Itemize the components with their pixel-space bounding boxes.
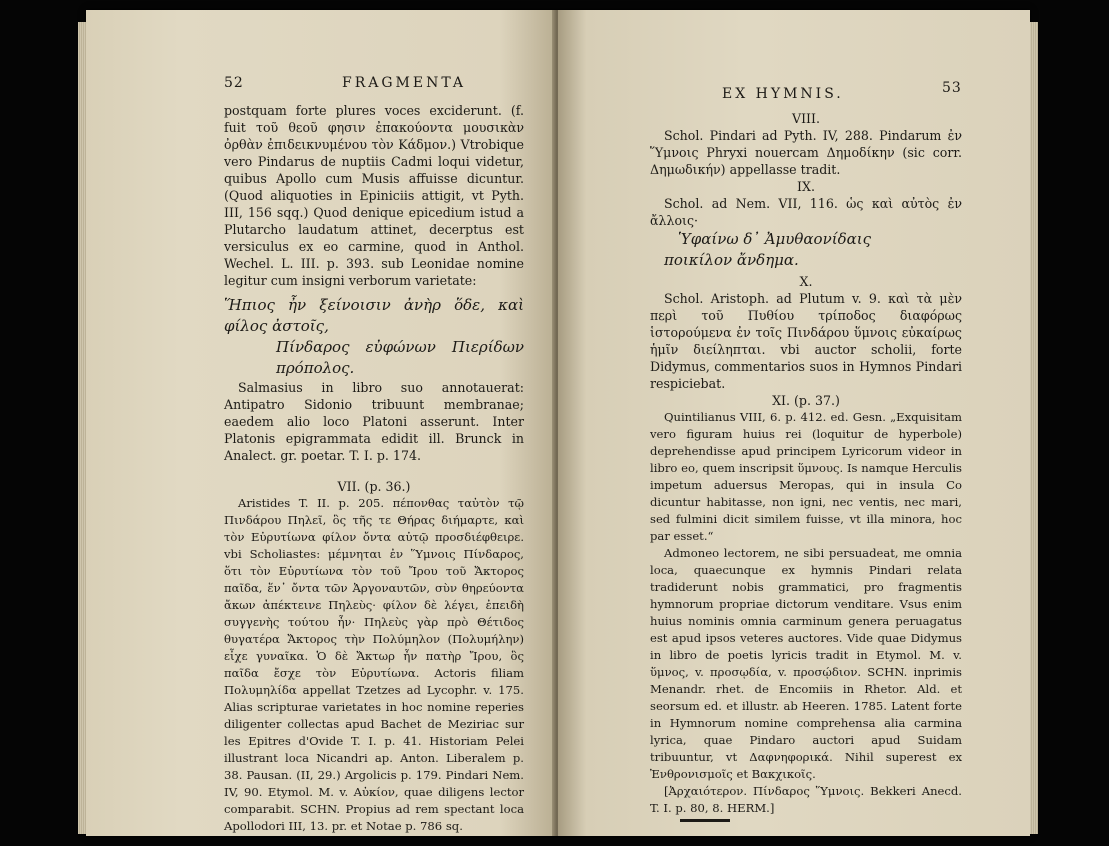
section-ix-verse-2: ποικίλον ἄνδημα. <box>664 251 799 269</box>
left-paragraph-1: postquam forte plures voces exciderunt. (f. fuit τοῦ θεοῦ φησιν ἐπακούοντα μουσικὰν ὀρθὰν ἐπιδεικνυμένου τὸν Κάδμον.) Vtrobique vero Pindarus de nuptiis Cadmi loqui videtur, quibus Apollo cum Musis affuisse dicuntur. (Quod aliquoties in Epiniciis attigit, vt Pyth. III, 156 sqq.) Quod denique epicedium istud a Plutarcho laudatum attinet, decerptus est versiculus ex eo carmine, quod in Anthol. Wechel. L. III. p. 393. sub Leonidae nomine legitur cum insigni verborum varietate: <box>224 103 524 288</box>
section-xi-note: Admoneo lectorem, ne sibi persuadeat, me omnia loca, quaecunque ex hymnis Pindari relata tradiderunt nobis grammatici, pro fragmentis hymnorum propriae dictorum venditare. Vsus enim huius nominis omnia carminum genera peruagatus est apud ipsos veteres auctores. Vide quae Didymus in libro de poetis lyricis tradit in Etymol. M. v. ὕμνος, v. προσῳδία, v. προσῴδιον. SCHN. inprimis Menandr. rhet. de Encomiis in Rhetor. Ald. et seorsum ed. et illustr. ab Heeren. 1785. Latent forte in Hymnorum nomine comprehensa alia carmina lyrica, quae Pindaro auctori apud Suidam tribuuntur, vt Δαφνηφορικά. Nihil superest ex Ἐνθρονισμοῖς et Βακχικοῖς. <box>650 546 962 781</box>
left-page <box>86 10 556 836</box>
section-vii-title: VII. (p. 36.) <box>337 479 411 494</box>
page-edges-left <box>78 22 86 834</box>
right-page <box>558 10 1030 836</box>
verse-line-2: Πίνδαρος εὐφώνων Πιερίδων πρόπολος. <box>276 338 524 377</box>
open-book <box>86 10 1030 836</box>
section-xi-title: XI. (p. 37.) <box>772 393 840 408</box>
left-text-block <box>224 102 524 835</box>
section-ix-verse-1: Ὑφαίνω δ᾽ Ἀμυθαονίδαις <box>678 230 872 248</box>
section-ix-title: IX. <box>797 179 815 194</box>
section-xi-text: Quintilianus VIII, 6. p. 412. ed. Gesn. „Exquisitam vero figuram huius rei (loquitur de hyperbole) deprehendisse apud principem Lyricorum videor in libro eo, quem inscripsit ὕμνους. Is namque Herculis impetum aduersus Meropas, qui in insula Co dicuntur habitasse, non igni, nec ventis, nec mari, sed fulmini dicit similem fuisse, vt illa minora, hoc par esset.“ <box>650 410 962 543</box>
verse-line-1: Ἥπιος ἦν ξείνοισιν ἀνὴρ ὅδε, καὶ φίλος ἀστοῖς, <box>224 296 524 335</box>
right-running-head: EX HYMNIS. <box>722 86 844 102</box>
section-viii-title: VIII. <box>791 111 821 126</box>
right-page-number: 53 <box>942 80 962 96</box>
section-x-title: X. <box>799 274 813 289</box>
left-running-head: FRAGMENTA <box>342 75 467 91</box>
section-viii-text: Schol. Pindari ad Pyth. IV, 288. Pindarum ἐν Ὕμνοις Phryxi nouercam Δημοδίκην (sic corr. Δημωδικήν) appellasse tradit. <box>650 128 962 177</box>
right-text-block <box>650 110 962 822</box>
section-x-text: Schol. Aristoph. ad Plutum v. 9. καὶ τὰ μὲν περὶ τοῦ Πυθίου τρίποδος διαφόρως ἱστορούμενα ἐν τοῖς Πινδάρου ὕμνοις εὐκαίρως ἡμῖν διείληπται. vbi auctor scholii, forte Didymus, commentarios suos in Hymnos Pindari respiciebat. <box>650 291 962 391</box>
section-ix-text: Schol. ad Nem. VII, 116. ὡς καὶ αὐτὸς ἐν ἄλλοις· <box>650 196 962 228</box>
left-paragraph-3: Aristides T. II. p. 205. πέπονθας ταὐτὸν τῷ Πινδάρου Πηλεῖ, ὃς τῆς τε Θήρας διήμαρτε, καὶ τὸν Εὐρυτίωνα φίλον ὄντα αὐτῷ προσδιέφθειρε. vbi Scholiastes: μέμνηται ἐν Ὕμνοις Πίνδαρος, ὅτι τὸν Εὐρυτίωνα τὸν τοῦ Ἴρου τοῦ Ἄκτορος παῖδα, ἕν᾽ ὄντα τῶν Ἀργοναυτῶν, σὺν θηρεύοντα ἄκων ἀπέκτεινε Πηλεὺς· φίλον δὲ λέγει, ἐπειδὴ συγγενὴς τούτου ἦν· Πηλεὺς γὰρ πρὸ Θέτιδος θυγατέρα Ἄκτορος τὴν Πολύμηλον (Πολυμήλην) εἶχε γυναῖκα. Ὁ δὲ Ἄκτωρ ἦν πατὴρ Ἴρου, ὃς παῖδα ἔσχε τὸν Εὐρυτίωνα. Actoris filiam Πολυμηλίδα appellat Tzetzes ad Lycophr. v. 175. Alias scripturae varietates in hoc nomine reperies diligenter collectas apud Bachet de Meziriac sur les Epitres d'Ovide T. I. p. 41. Historiam Pelei illustrant loca Nicandri ap. Anton. Liberalem p. 38. Pausan. (II, 29.) Argolicis p. 179. Pindari Nem. IV, 90. Etymol. M. v. Αὐκίον, quae diligens lector comparabit. SCHN. Propius ad rem spectant loca Apollodori III, 13. pr. et Notae p. 786 sq. <box>224 496 524 833</box>
left-page-number: 52 <box>224 75 244 91</box>
closing-rule <box>680 819 730 822</box>
page-edges-right <box>1030 22 1038 834</box>
left-paragraph-2: Salmasius in libro suo annotauerat: Antipatro Sidonio tribuunt membranae; eaedem alio loco Platoni asserunt. Inter Platonis epigrammata edidit ill. Brunck in Analect. gr. poetar. T. I. p. 174. <box>224 380 524 463</box>
section-xi-bracket-note: [Ἀρχαιότερον. Πίνδαρος Ὕμνοις. Bekkeri Anecd. T. I. p. 80, 8. HERM.] <box>650 784 962 815</box>
